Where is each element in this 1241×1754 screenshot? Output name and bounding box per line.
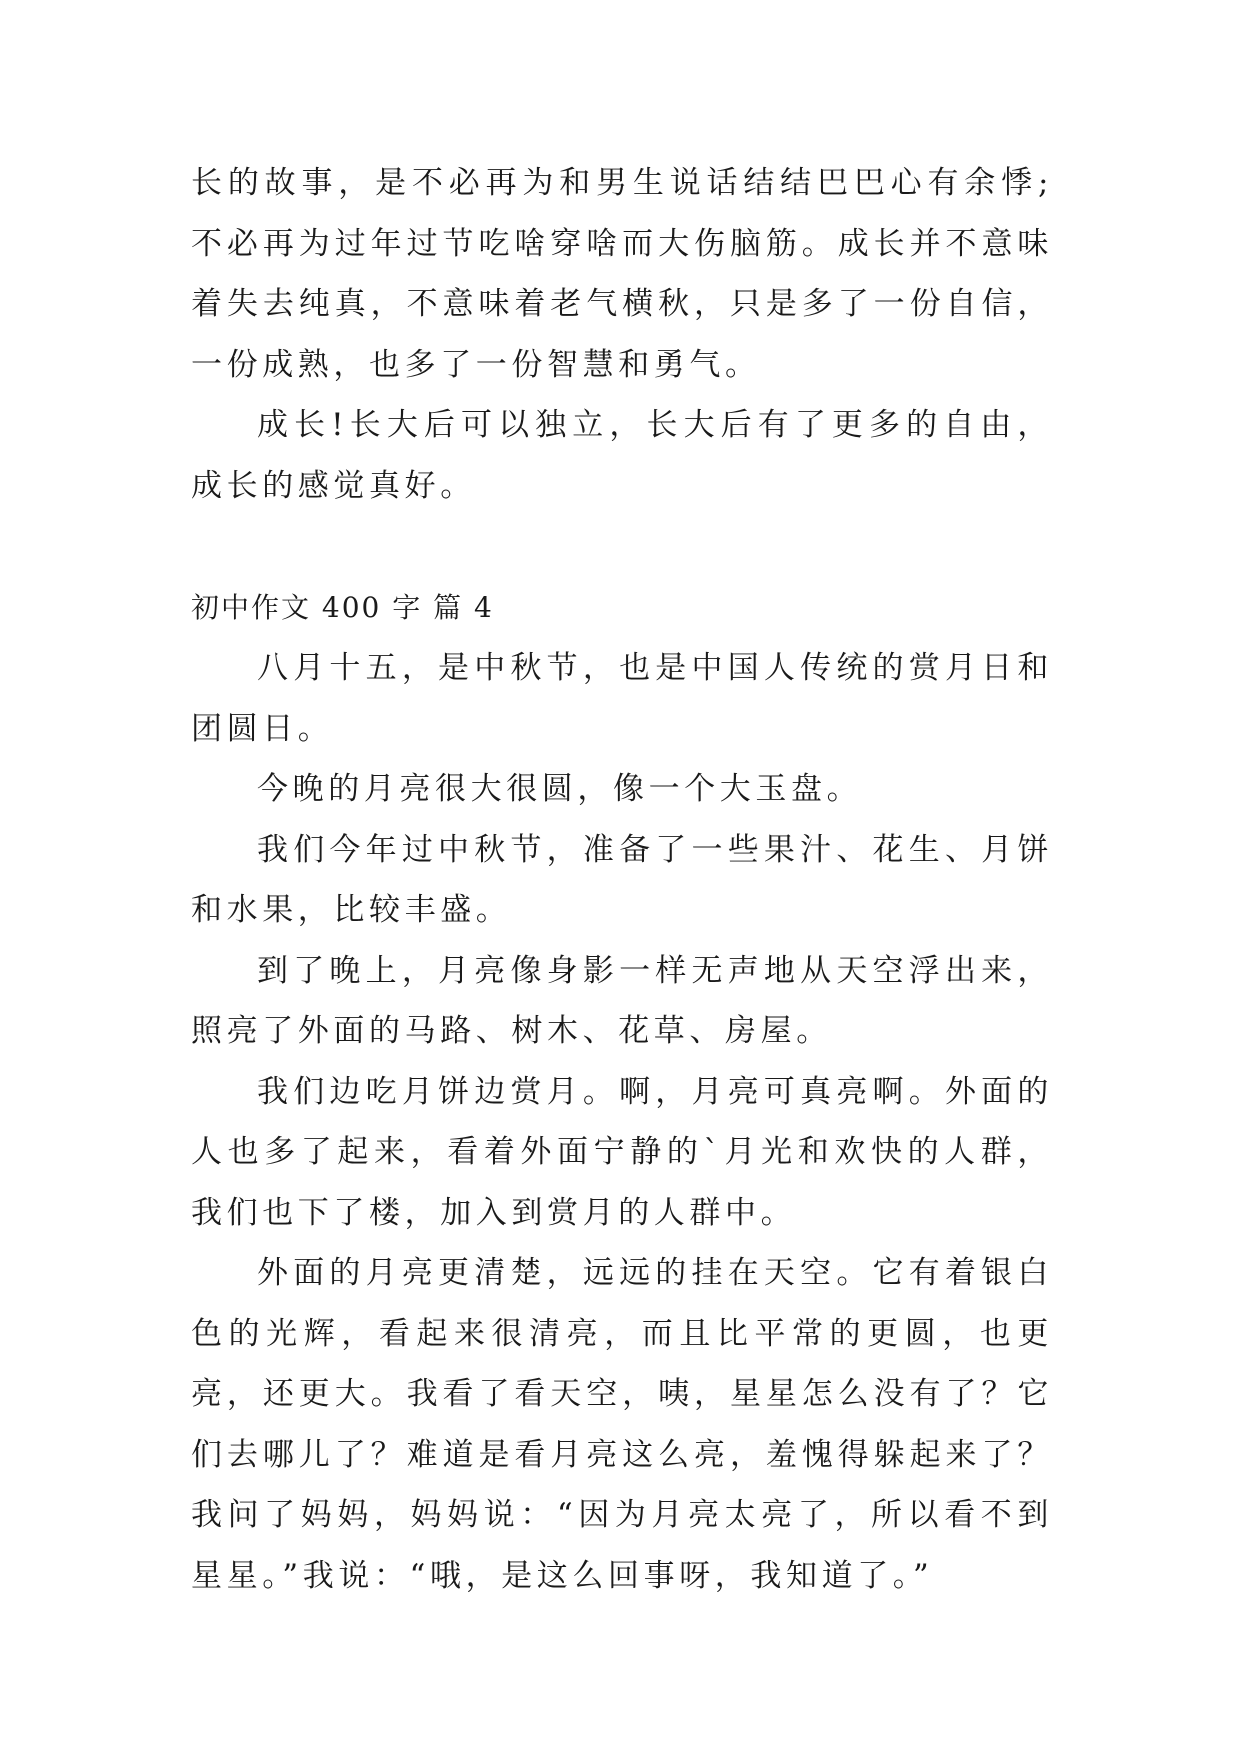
- section-heading: 初中作文 400 字 篇 4: [191, 591, 494, 624]
- document-body: [191, 153, 1053, 1606]
- paragraph-moon-tonight: 今晚的月亮很大很圆，像一个大玉盘。: [257, 771, 863, 807]
- paragraph-mooncakes: 我们边吃月饼边赏月。啊，月亮可真亮啊。外面的人也多了起来，看着外面宁静的`月光和欢快的人群，我们也下了楼，加入到赏月的人群中。: [191, 1073, 1053, 1231]
- paragraph-growth-feeling: 成长!长大后可以独立，长大后有了更多的自由，成长的感觉真好。: [191, 407, 1053, 504]
- paragraph-preparations: 我们今年过中秋节，准备了一些果汁、花生、月饼和水果，比较丰盛。: [191, 831, 1053, 928]
- paragraph-moon-outside: 外面的月亮更清楚，远远的挂在天空。它有着银白色的光辉，看起来很清亮，而且比平常的更圆，也更亮，还更大。我看了看天空，咦，星星怎么没有了？它们去哪儿了？难道是看月亮这么亮，羞愧得躲起来了？我问了妈妈，妈妈说：“因为月亮太亮了，所以看不到星星。”我说：“哦，是这么回事呀，我知道了。”: [191, 1255, 1053, 1594]
- paragraph-mid-autumn-intro: 八月十五，是中秋节，也是中国人传统的赏月日和团圆日。: [191, 650, 1053, 747]
- paragraph-continued: 长的故事，是不必再为和男生说话结结巴巴心有余悸;不必再为过年过节吃啥穿啥而大伤脑筋。成长并不意味着失去纯真，不意味着老气横秋，只是多了一份自信，一份成熟，也多了一份智慧和勇气。: [191, 165, 1053, 383]
- paragraph-evening: 到了晚上，月亮像身影一样无声地从天空浮出来，照亮了外面的马路、树木、花草、房屋。: [191, 952, 1053, 1049]
